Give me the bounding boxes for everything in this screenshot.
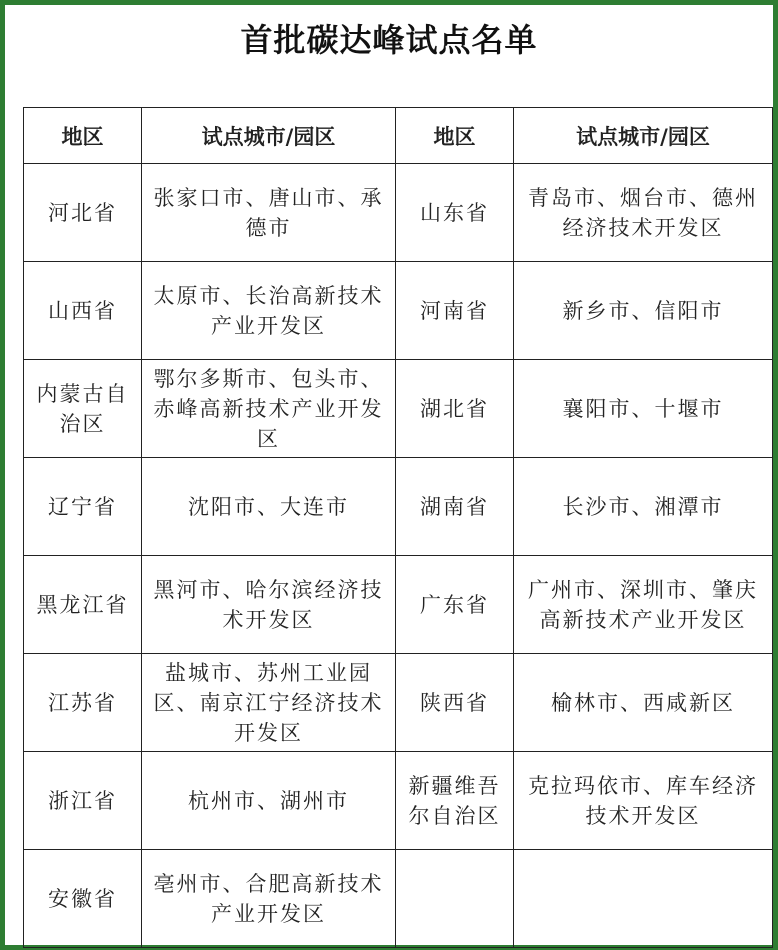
region-cell: 河南省 (396, 262, 514, 360)
region-cell: 广东省 (396, 556, 514, 654)
region-cell: 陕西省 (396, 654, 514, 752)
table-row (24, 164, 773, 262)
region-cell: 黑龙江省 (24, 556, 142, 654)
header-cities-right: 试点城市/园区 (514, 108, 773, 164)
table-row (24, 458, 773, 556)
table-row (24, 360, 773, 458)
cities-cell: 亳州市、合肥高新技术产业开发区 (142, 850, 396, 948)
region-cell: 河北省 (24, 164, 142, 262)
region-cell: 江苏省 (24, 654, 142, 752)
cities-cell: 鄂尔多斯市、包头市、赤峰高新技术产业开发区 (142, 360, 396, 458)
cities-cell: 沈阳市、大连市 (142, 458, 396, 556)
cities-cell: 新乡市、信阳市 (514, 262, 773, 360)
region-cell (396, 850, 514, 948)
cities-cell (514, 850, 773, 948)
table-row (24, 752, 773, 850)
cities-cell: 盐城市、苏州工业园区、南京江宁经济技术开发区 (142, 654, 396, 752)
table-row (24, 262, 773, 360)
cities-cell: 长沙市、湘潭市 (514, 458, 773, 556)
region-cell: 湖南省 (396, 458, 514, 556)
cities-cell: 太原市、长治高新技术产业开发区 (142, 262, 396, 360)
table-row (24, 556, 773, 654)
region-cell: 内蒙古自治区 (24, 360, 142, 458)
cities-cell: 广州市、深圳市、肇庆高新技术产业开发区 (514, 556, 773, 654)
page-title: 首批碳达峰试点名单 (240, 21, 538, 59)
header-cities-left: 试点城市/园区 (142, 108, 396, 164)
region-cell: 辽宁省 (24, 458, 142, 556)
cities-cell: 克拉玛依市、库车经济技术开发区 (514, 752, 773, 850)
region-cell: 山东省 (396, 164, 514, 262)
table-row (24, 654, 773, 752)
region-cell: 新疆维吾尔自治区 (396, 752, 514, 850)
table-header-row (24, 108, 773, 164)
cities-cell: 青岛市、烟台市、德州经济技术开发区 (514, 164, 773, 262)
cities-cell: 黑河市、哈尔滨经济技术开发区 (142, 556, 396, 654)
pilot-list-table (23, 107, 773, 948)
region-cell: 安徽省 (24, 850, 142, 948)
region-cell: 山西省 (24, 262, 142, 360)
header-region-right: 地区 (396, 108, 514, 164)
header-region-left: 地区 (24, 108, 142, 164)
cities-cell: 襄阳市、十堰市 (514, 360, 773, 458)
cities-cell: 张家口市、唐山市、承德市 (142, 164, 396, 262)
cities-cell: 杭州市、湖州市 (142, 752, 396, 850)
cities-cell: 榆林市、西咸新区 (514, 654, 773, 752)
region-cell: 浙江省 (24, 752, 142, 850)
table-row (24, 850, 773, 948)
region-cell: 湖北省 (396, 360, 514, 458)
